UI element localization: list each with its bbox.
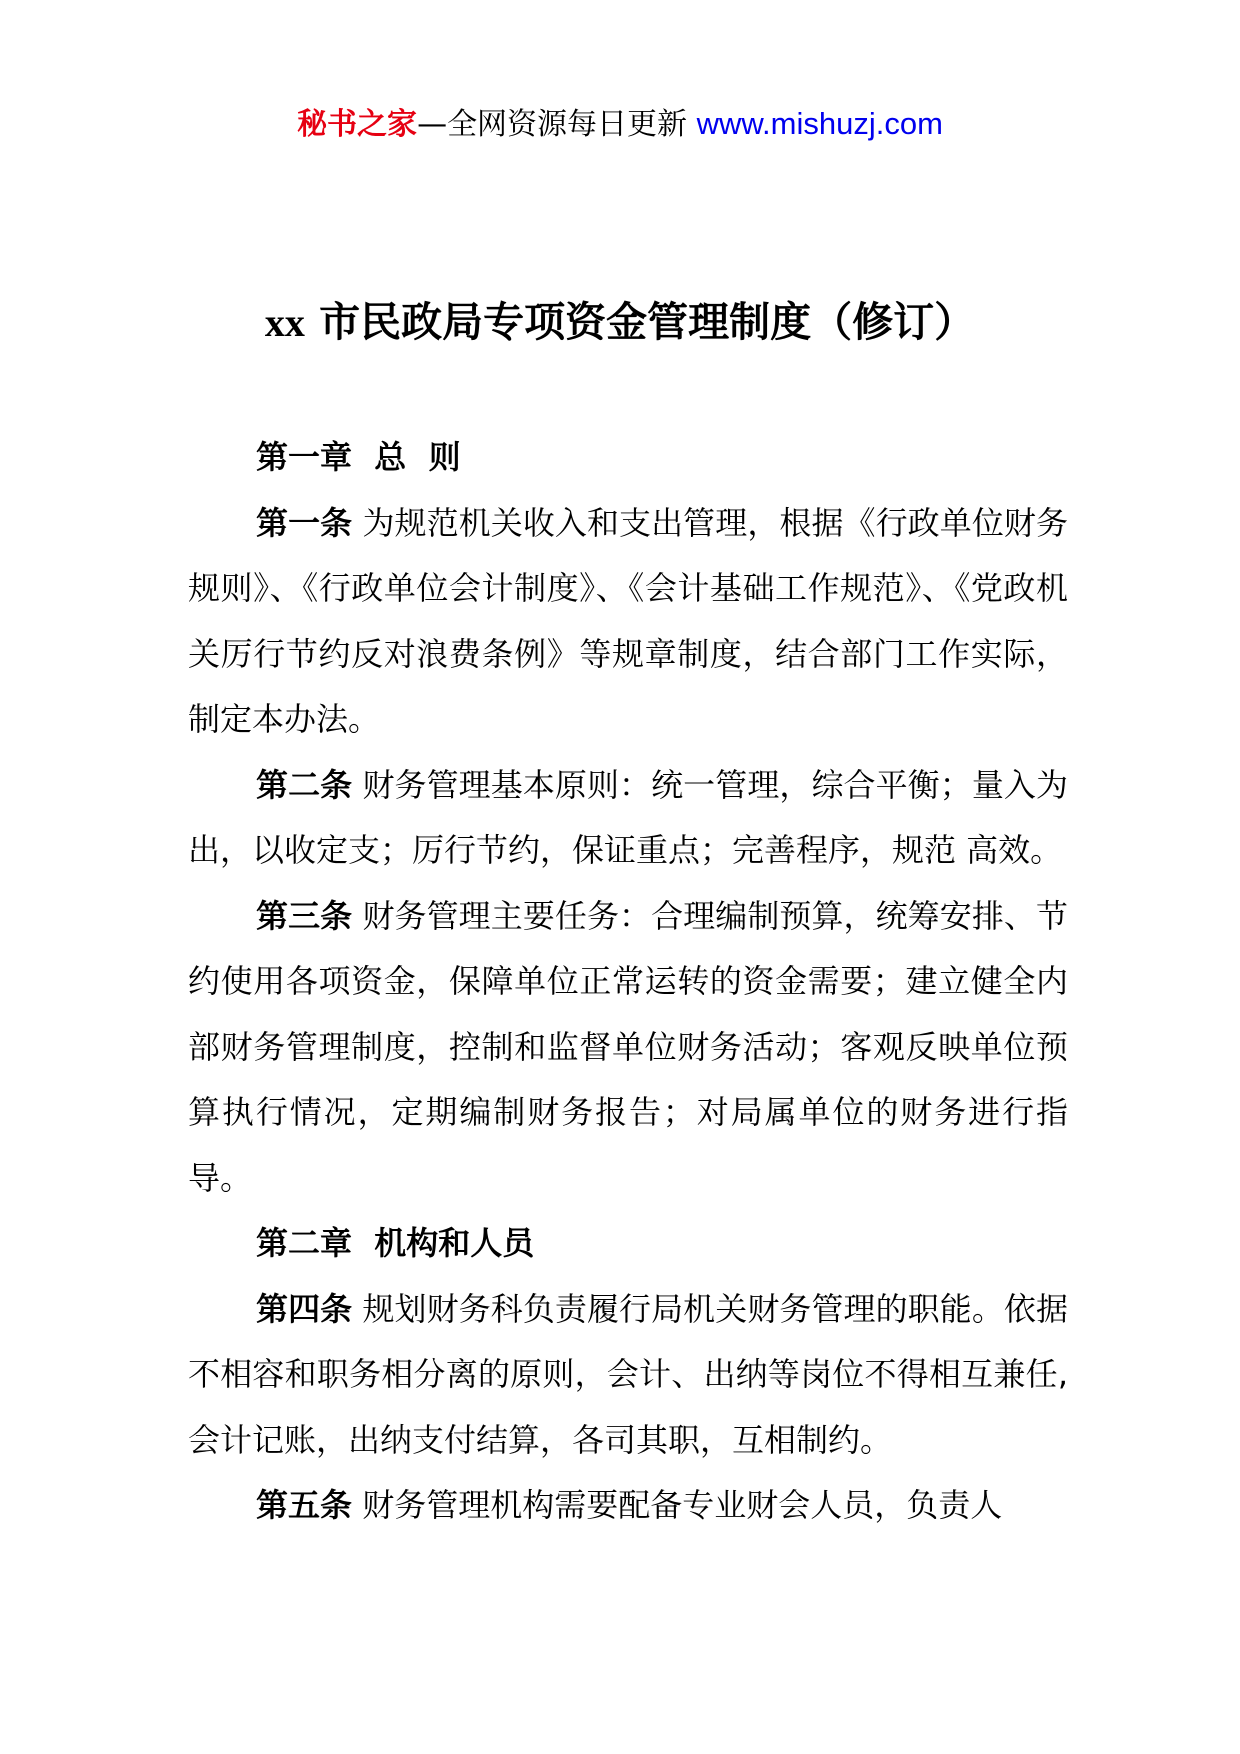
article-label: 第五条 xyxy=(256,1486,353,1524)
article-paragraph xyxy=(188,1277,1068,1474)
article-text: 规划财务科负责履行局机关财务管理的职能。依据不相容和职务相分离的原则，会计、出纳等岗位不得相互兼任,会计记账，出纳支付结算，各司其职，互相制约。 xyxy=(188,1289,1068,1459)
article-text: 为规范机关收入和支出管理，根据《行政单位财务规则》、《行政单位会计制度》、《会计基础工作规范》、《党政机关厉行节约反对浪费条例》等规章制度，结合部门工作实际，制定本办法。 xyxy=(188,503,1068,738)
chapter-heading: 第二章 机构和人员 xyxy=(256,1224,535,1262)
article-label: 第四条 xyxy=(256,1289,353,1328)
site-header xyxy=(0,102,1240,147)
article-paragraph xyxy=(188,884,1068,1212)
article-text: 财务管理机构需要配备专业财会人员，负责人 xyxy=(352,1486,1003,1524)
article-text: 财务管理基本原则：统一管理，综合平衡；量入为出，以收定支；厉行节约，保证重点；完善程序，规范 高效。 xyxy=(188,765,1068,869)
document-body xyxy=(188,425,1068,1539)
article-text: 财务管理主要任务：合理编制预算，统筹安排、节约使用各项资金，保障单位正常运转的资金需要；建立健全内部财务管理制度，控制和监督单位财务活动；客观反映单位预算执行情况，定期编制财务报告；对局属单位的财务进行指导。 xyxy=(188,896,1068,1197)
article-label: 第二条 xyxy=(256,765,353,804)
article-paragraph xyxy=(188,491,1068,753)
site-url[interactable]: www.mishuzj.com xyxy=(696,106,943,141)
article-label: 第一条 xyxy=(256,503,353,542)
document-title xyxy=(0,292,1240,353)
header-tagline: —全网资源每日更新 xyxy=(417,107,697,142)
title-prefix: xx xyxy=(264,300,305,345)
title-text: 市民政局专项资金管理制度（修订） xyxy=(319,298,976,346)
chapter-heading: 第一章 总 则 xyxy=(256,438,461,476)
article-label: 第三条 xyxy=(256,896,353,935)
article-paragraph xyxy=(188,1473,1068,1539)
article-paragraph xyxy=(188,753,1068,884)
brand-name: 秘书之家 xyxy=(297,107,418,142)
